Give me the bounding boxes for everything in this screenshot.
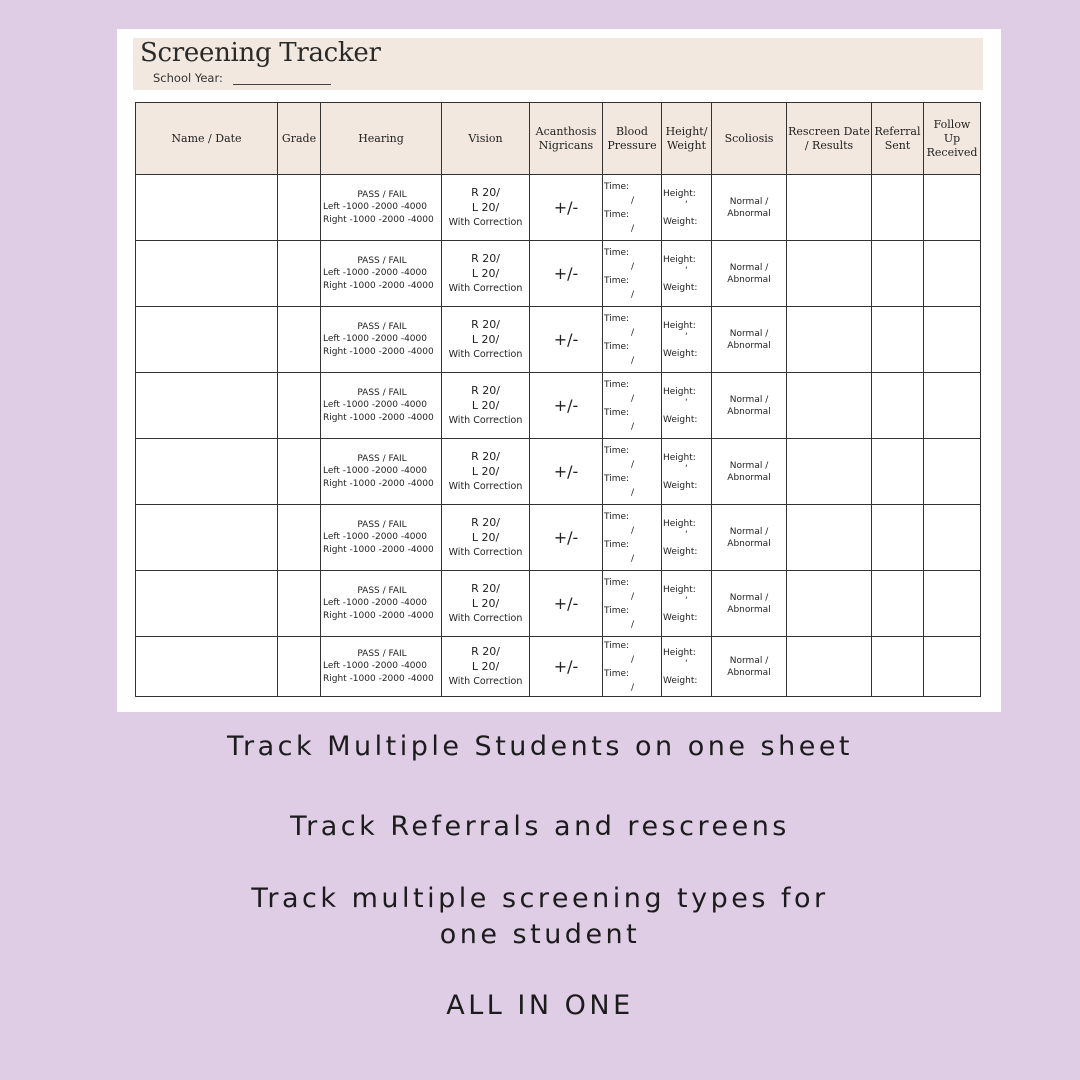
scoliosis-normal: Normal / xyxy=(729,328,769,339)
hearing-cell[interactable] xyxy=(321,439,442,505)
follow-up-cell[interactable] xyxy=(924,307,981,373)
bp-time-label: Time: xyxy=(604,668,630,679)
acanthosis-plus-minus: +/- xyxy=(553,396,579,415)
hearing-right-frequencies: Right -1000 -2000 -4000 xyxy=(323,673,434,684)
scoliosis-abnormal: Abnormal xyxy=(727,538,771,549)
scoliosis-abnormal: Abnormal xyxy=(727,604,771,615)
vision-with-correction: With Correction xyxy=(448,613,523,624)
height-weight-cell[interactable] xyxy=(662,175,712,241)
scoliosis-cell[interactable] xyxy=(712,637,787,697)
hearing-pass-fail: PASS / FAIL xyxy=(357,453,407,464)
hearing-cell[interactable] xyxy=(321,637,442,697)
height-label: Height: xyxy=(663,320,696,331)
bp-time-label: Time: xyxy=(604,539,630,550)
vision-left-eye: L 20/ xyxy=(471,333,500,346)
col-header-rescreen: Rescreen Date / Results xyxy=(787,103,872,175)
hearing-right-frequencies: Right -1000 -2000 -4000 xyxy=(323,412,434,423)
referral-sent-cell[interactable] xyxy=(872,505,924,571)
col-header-referral-sent: Referral Sent xyxy=(872,103,924,175)
height-label: Height: xyxy=(663,188,696,199)
bp-time-label: Time: xyxy=(604,181,630,192)
table-row xyxy=(136,373,981,439)
bp-time-label: Time: xyxy=(604,511,630,522)
height-weight-cell[interactable] xyxy=(662,241,712,307)
bp-slash: / xyxy=(631,327,635,338)
grade-cell[interactable] xyxy=(278,637,321,697)
grade-cell[interactable] xyxy=(278,439,321,505)
sheet-title: Screening Tracker xyxy=(140,38,381,68)
vision-left-eye: L 20/ xyxy=(471,465,500,478)
hearing-left-frequencies: Left -1000 -2000 -4000 xyxy=(323,400,427,411)
bp-time-label: Time: xyxy=(604,313,630,324)
name-date-cell[interactable] xyxy=(136,571,278,637)
vision-left-eye: L 20/ xyxy=(471,399,500,412)
weight-label: Weight: xyxy=(663,348,698,359)
grade-cell[interactable] xyxy=(278,571,321,637)
height-label: Height: xyxy=(663,254,696,265)
follow-up-cell[interactable] xyxy=(924,241,981,307)
rescreen-cell[interactable] xyxy=(787,505,872,571)
acanthosis-cell[interactable] xyxy=(530,175,603,241)
name-date-cell[interactable] xyxy=(136,637,278,697)
vision-with-correction: With Correction xyxy=(448,415,523,426)
hearing-right-frequencies: Right -1000 -2000 -4000 xyxy=(323,610,434,621)
hearing-cell[interactable] xyxy=(321,307,442,373)
vision-cell[interactable] xyxy=(442,175,530,241)
bp-slash: / xyxy=(631,195,635,206)
hearing-pass-fail: PASS / FAIL xyxy=(357,321,407,332)
bp-slash: / xyxy=(631,355,635,366)
height-label: Height: xyxy=(663,647,696,658)
hearing-right-frequencies: Right -1000 -2000 -4000 xyxy=(323,544,434,555)
bp-slash: / xyxy=(631,619,635,630)
referral-sent-cell[interactable] xyxy=(872,241,924,307)
hearing-pass-fail: PASS / FAIL xyxy=(357,387,407,398)
height-feet-mark: ‘ xyxy=(685,463,688,474)
rescreen-cell[interactable] xyxy=(787,571,872,637)
table-row xyxy=(136,505,981,571)
vision-right-eye: R 20/ xyxy=(471,645,500,658)
caption-all-in-one: ALL IN ONE xyxy=(446,990,634,1021)
weight-label: Weight: xyxy=(663,546,698,557)
blood-pressure-cell[interactable] xyxy=(603,307,662,373)
hearing-left-frequencies: Left -1000 -2000 -4000 xyxy=(323,202,427,213)
follow-up-cell[interactable] xyxy=(924,571,981,637)
height-weight-cell[interactable] xyxy=(662,637,712,697)
acanthosis-plus-minus: +/- xyxy=(553,462,579,481)
table-row xyxy=(136,307,981,373)
vision-with-correction: With Correction xyxy=(448,547,523,558)
bp-time-label: Time: xyxy=(604,605,630,616)
height-feet-mark: ‘ xyxy=(685,199,688,210)
scoliosis-normal: Normal / xyxy=(729,394,769,405)
bp-slash: / xyxy=(631,487,635,498)
bp-slash: / xyxy=(631,682,635,693)
screening-table xyxy=(135,102,981,697)
table-body xyxy=(136,175,981,697)
caption-screening-types-1: Track multiple screening types for xyxy=(251,883,829,914)
bp-slash: / xyxy=(631,261,635,272)
vision-right-eye: R 20/ xyxy=(471,582,500,595)
follow-up-cell[interactable] xyxy=(924,637,981,697)
follow-up-cell[interactable] xyxy=(924,505,981,571)
height-weight-cell[interactable] xyxy=(662,439,712,505)
vision-cell[interactable] xyxy=(442,307,530,373)
weight-label: Weight: xyxy=(663,414,698,425)
hearing-pass-fail: PASS / FAIL xyxy=(357,648,407,659)
table-row xyxy=(136,571,981,637)
bp-time-label: Time: xyxy=(604,473,630,484)
bp-slash: / xyxy=(631,525,635,536)
caption-referrals: Track Referrals and rescreens xyxy=(290,811,790,842)
scoliosis-abnormal: Abnormal xyxy=(727,472,771,483)
hearing-pass-fail: PASS / FAIL xyxy=(357,585,407,596)
col-header-vision: Vision xyxy=(442,103,530,175)
vision-left-eye: L 20/ xyxy=(471,660,500,673)
vision-cell[interactable] xyxy=(442,571,530,637)
bp-time-label: Time: xyxy=(604,577,630,588)
referral-sent-cell[interactable] xyxy=(872,439,924,505)
grade-cell[interactable] xyxy=(278,373,321,439)
vision-with-correction: With Correction xyxy=(448,676,523,687)
name-date-cell[interactable] xyxy=(136,241,278,307)
acanthosis-plus-minus: +/- xyxy=(553,594,579,613)
scoliosis-abnormal: Abnormal xyxy=(727,667,771,678)
blood-pressure-cell[interactable] xyxy=(603,175,662,241)
blood-pressure-cell[interactable] xyxy=(603,505,662,571)
caption-screening-types-2: one student xyxy=(439,919,641,950)
school-year-blank-line xyxy=(233,84,331,85)
scoliosis-abnormal: Abnormal xyxy=(727,406,771,417)
hearing-right-frequencies: Right -1000 -2000 -4000 xyxy=(323,346,434,357)
scoliosis-abnormal: Abnormal xyxy=(727,340,771,351)
hearing-right-frequencies: Right -1000 -2000 -4000 xyxy=(323,214,434,225)
acanthosis-plus-minus: +/- xyxy=(553,657,579,676)
vision-right-eye: R 20/ xyxy=(471,318,500,331)
acanthosis-cell[interactable] xyxy=(530,505,603,571)
hearing-cell[interactable] xyxy=(321,373,442,439)
height-feet-mark: ‘ xyxy=(685,595,688,606)
hearing-pass-fail: PASS / FAIL xyxy=(357,255,407,266)
blood-pressure-cell[interactable] xyxy=(603,637,662,697)
vision-cell[interactable] xyxy=(442,505,530,571)
blood-pressure-cell[interactable] xyxy=(603,241,662,307)
school-year-label: School Year: xyxy=(153,71,223,85)
rescreen-cell[interactable] xyxy=(787,307,872,373)
bp-time-label: Time: xyxy=(604,341,630,352)
weight-label: Weight: xyxy=(663,612,698,623)
height-weight-cell[interactable] xyxy=(662,505,712,571)
referral-sent-cell[interactable] xyxy=(872,373,924,439)
vision-with-correction: With Correction xyxy=(448,481,523,492)
rescreen-cell[interactable] xyxy=(787,439,872,505)
hearing-pass-fail: PASS / FAIL xyxy=(357,519,407,530)
bp-slash: / xyxy=(631,591,635,602)
height-label: Height: xyxy=(663,584,696,595)
screening-tracker-sheet xyxy=(117,29,1001,712)
rescreen-cell[interactable] xyxy=(787,175,872,241)
acanthosis-cell[interactable] xyxy=(530,307,603,373)
scoliosis-cell[interactable] xyxy=(712,307,787,373)
col-header-name-date: Name / Date xyxy=(136,103,278,175)
table-row xyxy=(136,175,981,241)
height-feet-mark: ‘ xyxy=(685,529,688,540)
vision-cell[interactable] xyxy=(442,439,530,505)
bp-time-label: Time: xyxy=(604,445,630,456)
hearing-right-frequencies: Right -1000 -2000 -4000 xyxy=(323,280,434,291)
name-date-cell[interactable] xyxy=(136,175,278,241)
height-weight-cell[interactable] xyxy=(662,571,712,637)
bp-time-label: Time: xyxy=(604,640,630,651)
col-header-follow-up: Follow Up Received xyxy=(924,103,981,175)
rescreen-cell[interactable] xyxy=(787,373,872,439)
col-header-blood-pressure: Blood Pressure xyxy=(603,103,662,175)
hearing-left-frequencies: Left -1000 -2000 -4000 xyxy=(323,598,427,609)
table-row xyxy=(136,241,981,307)
bp-slash: / xyxy=(631,421,635,432)
bp-time-label: Time: xyxy=(604,379,630,390)
vision-cell[interactable] xyxy=(442,241,530,307)
table-row xyxy=(136,439,981,505)
acanthosis-plus-minus: +/- xyxy=(553,264,579,283)
scoliosis-abnormal: Abnormal xyxy=(727,274,771,285)
follow-up-cell[interactable] xyxy=(924,175,981,241)
vision-left-eye: L 20/ xyxy=(471,267,500,280)
bp-time-label: Time: xyxy=(604,247,630,258)
bp-slash: / xyxy=(631,393,635,404)
hearing-pass-fail: PASS / FAIL xyxy=(357,189,407,200)
header-row xyxy=(136,103,981,175)
bp-slash: / xyxy=(631,223,635,234)
hearing-left-frequencies: Left -1000 -2000 -4000 xyxy=(323,334,427,345)
acanthosis-cell[interactable] xyxy=(530,637,603,697)
col-header-grade: Grade xyxy=(278,103,321,175)
name-date-cell[interactable] xyxy=(136,373,278,439)
referral-sent-cell[interactable] xyxy=(872,637,924,697)
acanthosis-cell[interactable] xyxy=(530,439,603,505)
vision-left-eye: L 20/ xyxy=(471,201,500,214)
vision-right-eye: R 20/ xyxy=(471,252,500,265)
height-feet-mark: ‘ xyxy=(685,658,688,669)
hearing-cell[interactable] xyxy=(321,241,442,307)
grade-cell[interactable] xyxy=(278,307,321,373)
vision-with-correction: With Correction xyxy=(448,349,523,360)
bp-time-label: Time: xyxy=(604,275,630,286)
height-feet-mark: ‘ xyxy=(685,265,688,276)
vision-left-eye: L 20/ xyxy=(471,597,500,610)
acanthosis-cell[interactable] xyxy=(530,571,603,637)
grade-cell[interactable] xyxy=(278,175,321,241)
bp-slash: / xyxy=(631,553,635,564)
title-band xyxy=(133,38,983,90)
bp-time-label: Time: xyxy=(604,209,630,220)
hearing-cell[interactable] xyxy=(321,505,442,571)
vision-right-eye: R 20/ xyxy=(471,186,500,199)
hearing-left-frequencies: Left -1000 -2000 -4000 xyxy=(323,661,427,672)
height-weight-cell[interactable] xyxy=(662,373,712,439)
name-date-cell[interactable] xyxy=(136,439,278,505)
bp-time-label: Time: xyxy=(604,407,630,418)
weight-label: Weight: xyxy=(663,282,698,293)
grade-cell[interactable] xyxy=(278,241,321,307)
col-header-acanthosis-nigricans: Acanthosis Nigricans xyxy=(530,103,603,175)
hearing-cell[interactable] xyxy=(321,175,442,241)
scoliosis-cell[interactable] xyxy=(712,439,787,505)
acanthosis-plus-minus: +/- xyxy=(553,528,579,547)
scoliosis-cell[interactable] xyxy=(712,571,787,637)
col-header-scoliosis: Scoliosis xyxy=(712,103,787,175)
bp-slash: / xyxy=(631,289,635,300)
rescreen-cell[interactable] xyxy=(787,637,872,697)
col-header-height-weight: Height/ Weight xyxy=(662,103,712,175)
table-row xyxy=(136,637,981,697)
height-label: Height: xyxy=(663,452,696,463)
acanthosis-plus-minus: +/- xyxy=(553,198,579,217)
height-label: Height: xyxy=(663,386,696,397)
scoliosis-cell[interactable] xyxy=(712,175,787,241)
bp-slash: / xyxy=(631,459,635,470)
vision-cell[interactable] xyxy=(442,637,530,697)
hearing-right-frequencies: Right -1000 -2000 -4000 xyxy=(323,478,434,489)
scoliosis-normal: Normal / xyxy=(729,262,769,273)
blood-pressure-cell[interactable] xyxy=(603,439,662,505)
caption-multiple-students: Track Multiple Students on one sheet xyxy=(226,731,854,762)
hearing-left-frequencies: Left -1000 -2000 -4000 xyxy=(323,532,427,543)
follow-up-cell[interactable] xyxy=(924,439,981,505)
referral-sent-cell[interactable] xyxy=(872,571,924,637)
weight-label: Weight: xyxy=(663,480,698,491)
scoliosis-normal: Normal / xyxy=(729,655,769,666)
name-date-cell[interactable] xyxy=(136,505,278,571)
vision-right-eye: R 20/ xyxy=(471,384,500,397)
name-date-cell[interactable] xyxy=(136,307,278,373)
vision-right-eye: R 20/ xyxy=(471,450,500,463)
height-feet-mark: ‘ xyxy=(685,397,688,408)
acanthosis-plus-minus: +/- xyxy=(553,330,579,349)
scoliosis-normal: Normal / xyxy=(729,460,769,471)
blood-pressure-cell[interactable] xyxy=(603,571,662,637)
scoliosis-abnormal: Abnormal xyxy=(727,208,771,219)
height-feet-mark: ‘ xyxy=(685,331,688,342)
hearing-left-frequencies: Left -1000 -2000 -4000 xyxy=(323,268,427,279)
height-weight-cell[interactable] xyxy=(662,307,712,373)
grade-cell[interactable] xyxy=(278,505,321,571)
bp-slash: / xyxy=(631,654,635,665)
referral-sent-cell[interactable] xyxy=(872,175,924,241)
hearing-cell[interactable] xyxy=(321,571,442,637)
scoliosis-normal: Normal / xyxy=(729,592,769,603)
referral-sent-cell[interactable] xyxy=(872,307,924,373)
vision-with-correction: With Correction xyxy=(448,217,523,228)
vision-left-eye: L 20/ xyxy=(471,531,500,544)
weight-label: Weight: xyxy=(663,675,698,686)
follow-up-cell[interactable] xyxy=(924,373,981,439)
acanthosis-cell[interactable] xyxy=(530,373,603,439)
scoliosis-cell[interactable] xyxy=(712,241,787,307)
scoliosis-cell[interactable] xyxy=(712,373,787,439)
weight-label: Weight: xyxy=(663,216,698,227)
blood-pressure-cell[interactable] xyxy=(603,373,662,439)
rescreen-cell[interactable] xyxy=(787,241,872,307)
acanthosis-cell[interactable] xyxy=(530,241,603,307)
vision-right-eye: R 20/ xyxy=(471,516,500,529)
scoliosis-normal: Normal / xyxy=(729,526,769,537)
scoliosis-cell[interactable] xyxy=(712,505,787,571)
col-header-hearing: Hearing xyxy=(321,103,442,175)
school-year-row xyxy=(153,71,331,85)
scoliosis-normal: Normal / xyxy=(729,196,769,207)
vision-with-correction: With Correction xyxy=(448,283,523,294)
hearing-left-frequencies: Left -1000 -2000 -4000 xyxy=(323,466,427,477)
height-label: Height: xyxy=(663,518,696,529)
vision-cell[interactable] xyxy=(442,373,530,439)
